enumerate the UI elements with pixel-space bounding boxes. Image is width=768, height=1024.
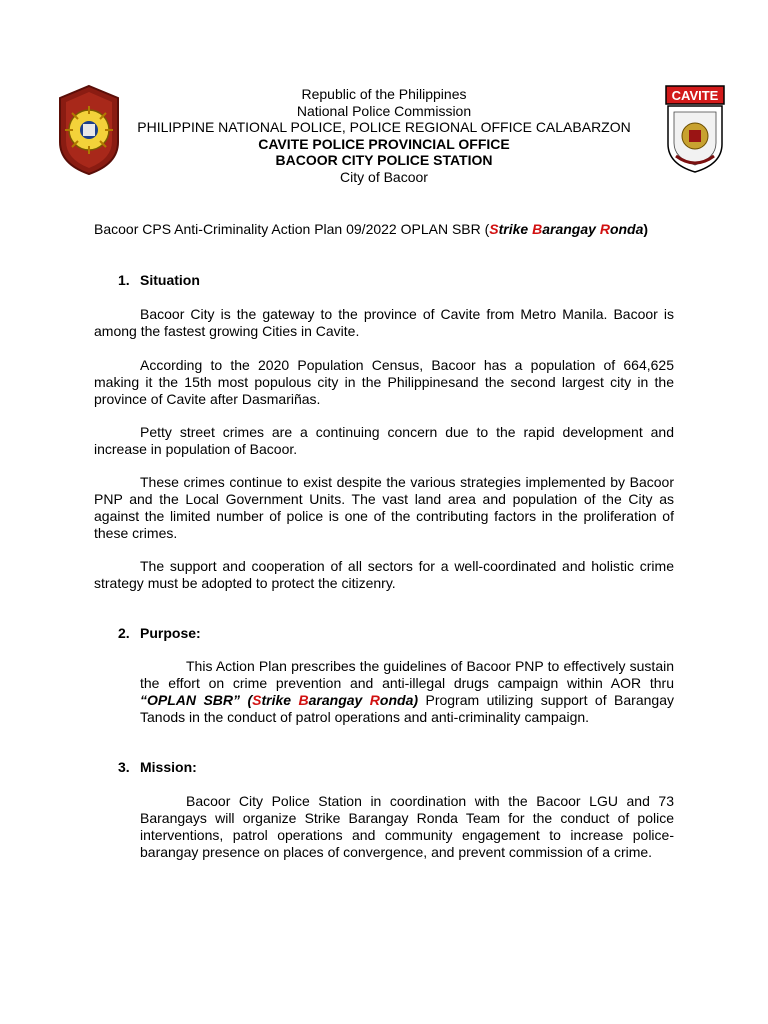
situation-paragraph-5: The support and cooperation of all sectors for a well-coordinated and holistic crime strategy must be adopted to protect the citizenry. (94, 558, 674, 591)
purpose-arangay: arangay (308, 692, 370, 708)
section-number: 3. (118, 759, 130, 775)
section-title: Situation (140, 272, 200, 288)
title-r: R (599, 221, 610, 237)
section-number: 2. (118, 625, 130, 641)
cavite-ppo-logo (664, 84, 726, 174)
cavite-logo-text: CAVITE (671, 88, 719, 103)
title-arangay: arangay (542, 221, 600, 237)
situation-paragraph-4: These crimes continue to exist despite the various strategies implemented by Bacoor PNP and the Local Government Units. The vast land area and population of the City as against the limited number of police is one of the contributing factors in the proliferation of these crimes. (94, 474, 674, 541)
header-city: City of Bacoor (340, 168, 428, 185)
purpose-b: B (298, 692, 309, 708)
header-napolcom: National Police Commission (296, 102, 472, 119)
document-title (94, 221, 674, 238)
title-b: B (532, 221, 543, 237)
title-suffix: ) (643, 221, 649, 237)
header-republic: Republic of the Philippines (301, 86, 467, 102)
purpose-s: S (252, 692, 262, 708)
section-title: Mission: (140, 759, 197, 775)
section-title: Purpose: (140, 625, 201, 641)
header-pnp-region: PHILIPPINE NATIONAL POLICE, POLICE REGIONAL OFFICE CALABARZON (137, 119, 631, 135)
title-prefix: Bacoor CPS Anti-Criminality Action Plan 09/2022 OPLAN SBR ( (94, 221, 490, 237)
purpose-paragraph-1 (140, 658, 674, 726)
purpose-r: R (369, 692, 380, 708)
purpose-text-end: Program utilizing support of Barangay Tanods in the conduct of patrol operations and anti-criminality campaign. (140, 692, 674, 725)
title-s: S (489, 221, 499, 237)
title-trike: trike (498, 221, 533, 237)
title-onda: onda (609, 221, 644, 237)
section-situation-heading (118, 272, 200, 288)
purpose-text: This Action Plan prescribes the guidelines of Bacoor PNP to effectively sustain the effort on crime prevention and anti-illegal drugs campaign within AOR thru (140, 658, 674, 691)
section-purpose-heading (118, 625, 201, 641)
header-provincial-office: CAVITE POLICE PROVINCIAL OFFICE (258, 135, 510, 152)
header-police-station: BACOOR CITY POLICE STATION (275, 152, 493, 168)
situation-paragraph-3: Petty street crimes are a continuing concern due to the rapid development and increase in population of Bacoor. (94, 424, 674, 457)
letterhead (94, 86, 674, 185)
situation-paragraph-1: Bacoor City is the gateway to the province of Cavite from Metro Manila. Bacoor is among the fastest growing Cities in Cavite. (94, 306, 674, 339)
mission-paragraph-1: Bacoor City Police Station in coordination with the Bacoor LGU and 73 Barangays will organize Strike Barangay Ronda Team for the conduct of police interventions, patrol operations and community engagement to increase police-barangay presence on places of convergence, and prevent commission of a crime. (140, 793, 674, 860)
situation-paragraph-2: According to the 2020 Population Census, Bacoor has a population of 664,625 making it the 15th most populous city in the Philippinesand the second largest city in the province of Cavite after Dasmariñas. (94, 357, 674, 407)
purpose-oplan: “OPLAN SBR” ( (140, 692, 253, 708)
section-mission-heading (118, 759, 197, 775)
purpose-trike: trike (261, 692, 299, 708)
purpose-onda: onda) (379, 692, 419, 708)
section-number: 1. (118, 272, 130, 288)
